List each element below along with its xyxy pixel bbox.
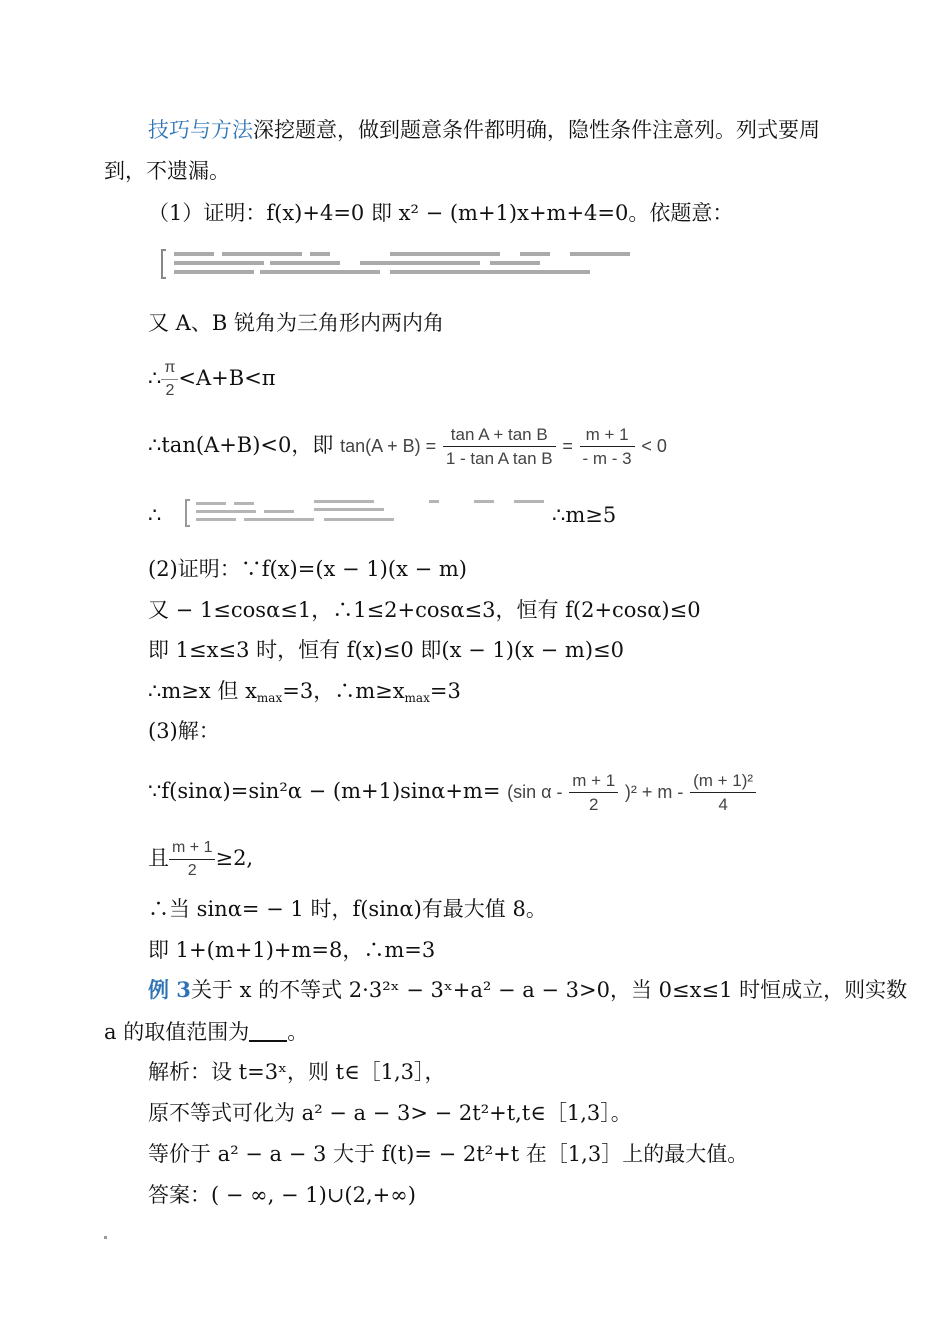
tan-line-prefix: ∴tan(A+B)<0，即 bbox=[148, 433, 334, 457]
f-prefix: ∵f(sinα)=sin²α − (m+1)sinα+m= bbox=[148, 779, 501, 803]
m-fraction: $\frac{m + 1}{- m - 3}$ bbox=[580, 426, 635, 467]
example3-line-2: a 的取值范围为 。 bbox=[104, 1020, 309, 1044]
tan-sum-fraction: $\frac{\text{tan A + tan B}}{\text{1 - tan A tan B}}$ bbox=[443, 426, 556, 467]
part2-line-3: 即 1≤x≤3 时，恒有 f(x)≤0 即(x − 1)(x − m)≤0 bbox=[148, 638, 624, 662]
example3-equivalent: 等价于 a² − a − 3 大于 f(t)= − 2t²+t 在［1,3］上的最大值。 bbox=[148, 1142, 749, 1166]
part1-acute: 又 A、B 锐角为三角形内两内角 bbox=[148, 311, 444, 335]
part3-max-line: ∴当 sinα= − 1 时，f(sinα)有最大值 8。 bbox=[148, 897, 547, 921]
technique-label: 技巧与方法 bbox=[148, 118, 253, 142]
m-result: ∴m≥5 bbox=[552, 503, 617, 527]
tan-lhs: tan(A + B) = bbox=[340, 436, 437, 456]
part2-line-4: ∴m≥x 但 $x_{max}=3$，$\therefore m\ge x_{max}=3$ bbox=[148, 679, 461, 705]
part3-eq-line: 即 1+(m+1)+m=8，∴m=3 bbox=[148, 938, 436, 962]
part2-line-1: (2)证明：∵f(x)=(x − 1)(x − m) bbox=[148, 557, 467, 581]
pi-over-2: $\frac{\pi}{2}$ bbox=[161, 360, 178, 399]
technique-line-1 bbox=[148, 117, 820, 143]
part3-f-line: ∵f(sinα)=sin²α − (m+1)sinα+m= (sin α - $\frac{m + 1}{2}$ )² + m - $\frac{\text{(m + 1)²}}{4}$ bbox=[148, 772, 756, 813]
part1-intro-prefix: （1）证明： bbox=[148, 201, 267, 225]
part1-tan-line bbox=[148, 426, 667, 467]
cond-fraction: $\frac{m + 1}{2}$ bbox=[169, 840, 215, 879]
answer-blank bbox=[249, 1020, 287, 1042]
half-m-fraction: $\frac{m + 1}{2}$ bbox=[569, 772, 618, 813]
part2-line-2: 又 − 1≤cosα≤1，∴1≤2+cosα≤3，恒有 f(2+cosα)≤0 bbox=[148, 598, 701, 622]
example3-transform: 原不等式可化为 a² − a − 3> − 2t²+t,t∈［1,3］。 bbox=[148, 1101, 632, 1125]
example3-answer: 答案：( − ∞, − 1)∪(2,+∞) bbox=[148, 1183, 416, 1207]
part1-intro-expr: f(x)+4=0 即 x² − (m+1)x+m+4=0。依题意： bbox=[266, 201, 734, 225]
example3-label: 例 3 bbox=[148, 977, 191, 1002]
part1-range bbox=[148, 360, 276, 399]
quarter-fraction: $\frac{\text{(m + 1)²}}{4}$ bbox=[690, 772, 756, 813]
range-prefix: ∴ bbox=[148, 366, 162, 390]
part1-therefore: ∴ bbox=[148, 503, 162, 527]
range-suffix: <A+B<π bbox=[178, 366, 276, 390]
tan-tail: < 0 bbox=[641, 436, 667, 456]
tan-eq: = bbox=[562, 436, 573, 456]
part3-condition: 且 $\frac{m + 1}{2}$ ≥2, bbox=[148, 839, 254, 879]
example3-line-1: 例 3关于 x 的不等式 2·3²ˣ − 3ˣ+a² − a − 3>0，当 0≤x≤1 时恒成立，则实数 bbox=[148, 977, 908, 1002]
paragraph-mark bbox=[104, 1236, 107, 1239]
part1-intro bbox=[148, 200, 733, 226]
garbled-inequality-image bbox=[184, 496, 554, 530]
technique-text-2: 到，不遗漏。 bbox=[104, 159, 230, 183]
example3-analysis: 解析：设 t=3ˣ，则 t∈［1,3］， bbox=[148, 1060, 446, 1084]
technique-text-1: 深挖题意，做到题意条件都明确，隐性条件注意列。列式要周 bbox=[253, 118, 820, 142]
equation-system-image bbox=[160, 248, 650, 280]
part3-label: (3)解： bbox=[148, 719, 220, 743]
